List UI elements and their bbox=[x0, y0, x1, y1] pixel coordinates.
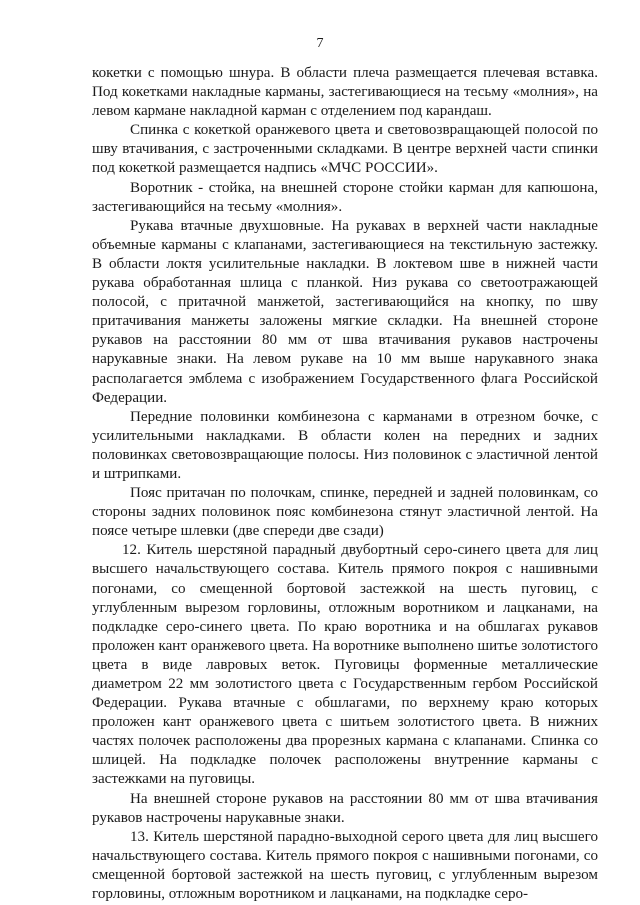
paragraph-collar: Воротник - стойка, на внешней стороне стойки карман для капюшона, застегивающийся на тесьму «молния». bbox=[92, 179, 598, 215]
page-number: 7 bbox=[316, 36, 324, 51]
paragraph-continuation: кокетки с помощью шнура. В области плеча размещается плечевая вставка. Под кокетками накладные карманы, застегивающиеся на тесьму «молния», на левом кармане накладной карман с отделением под карандаш. bbox=[92, 65, 598, 120]
paragraph-item-12: 12. Китель шерстяной парадный двубортный серо-синего цвета для лиц высшего начальствующего состава. Китель прямого покроя с нашивными погонами, со смещенной бортовой застежкой на шесть пуговиц, с углубленным вырезом горловины, отложным воротником и лацканами, на подкладке серо-синего цвета. По краю воротника и на обшлагах рукавов проложен кант оранжевого цвета. На воротнике выполнено шитье золотистого цвета в виде лавровых веток. Пуговицы форменные металлические диаметром 22 мм золотистого цвета с Государственным гербом Российской Федерации. Рукава втачные с обшлагами, по верхнему краю которых проложен кант оранжевого цвета с шитьем золотистого цвета. В нижних частях полочек расположены два прорезных кармана с клапанами. Спинка со шлицей. На подкладке полочек расположены внутренние карманы с застежками на пуговицы. bbox=[92, 542, 598, 788]
paragraph-front-halves: Передние половинки комбинезона с карманами в отрезном бочке, с усилительными накладками. В области колен на передних и задних половинках световозвращающие полосы. Низ половинок с эластичной лентой и штрипками. bbox=[92, 408, 598, 482]
paragraph-sleeve-badges: На внешней стороне рукавов на расстоянии 80 мм от шва втачивания рукавов настрочены нарукавные знаки. bbox=[92, 790, 598, 826]
paragraph-sleeves: Рукава втачные двухшовные. На рукавах в верхней части накладные объемные карманы с клапанами, застегивающиеся на текстильную застежку. В области локтя усилительные накладки. В локтевом шве в нижней части рукава обработанная шлица с планкой. Низ рукава со светоотражающей полосой, с притачной манжетой, застегивающийся на кнопку, по шву притачивания манжеты заложены мягкие складки. На внешней стороне рукавов на расстоянии 80 мм от шва втачивания рукавов настрочены нарукавные знаки. На левом рукаве на 10 мм выше нарукавного знака располагается эмблема с изображением Государственного флага Российской Федерации. bbox=[92, 217, 598, 406]
paragraph-belt: Пояс притачан по полочкам, спинке, передней и задней половинкам, со стороны задних половинок пояс комбинезона стянут эластичной лентой. На поясе четыре шлевки (две спереди две сзади) bbox=[92, 485, 598, 540]
paragraph-item-13: 13. Китель шерстяной парадно-выходной серого цвета для лиц высшего начальствующего состава. Китель прямого покроя с нашивными погонами, со смещенной бортовой застежкой на шесть пуговиц, с углубленным вырезом горловины, отложным воротником и лацканами, на подкладке серо- bbox=[92, 828, 598, 903]
body-text bbox=[92, 64, 598, 904]
paragraph-back: Спинка с кокеткой оранжевого цвета и световозвращающей полосой по шву втачивания, с застроченными складками. В центре верхней части спинки под кокеткой размещается надпись «МЧС РОССИИ». bbox=[92, 122, 598, 177]
